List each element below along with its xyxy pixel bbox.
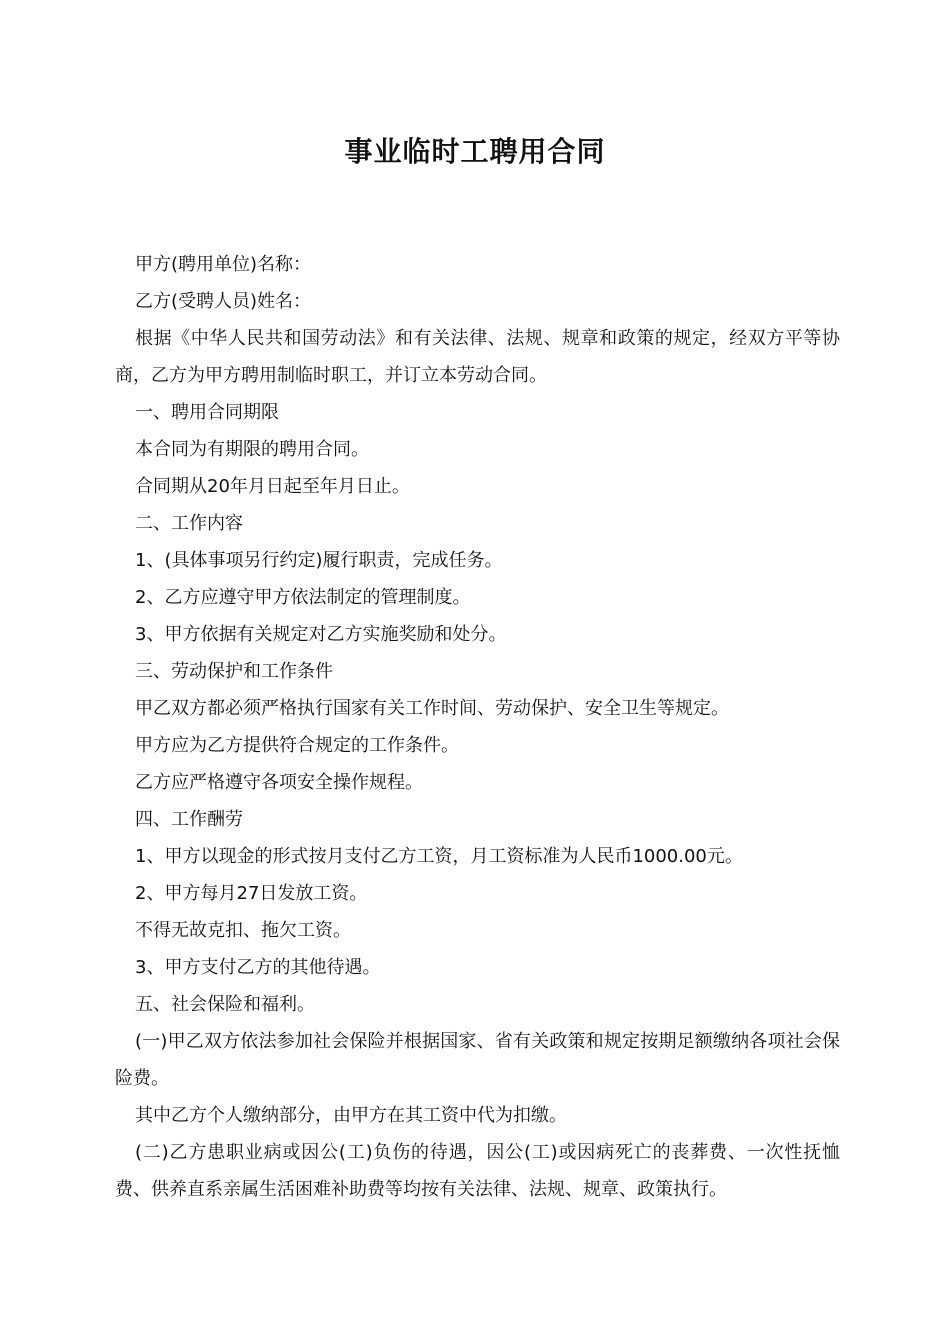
labor-protection-paragraph-3: 乙方应严格遵守各项安全操作规程。 [135, 772, 423, 793]
remuneration-item-2: 2、甲方每月27日发放工资。 [135, 883, 368, 904]
labor-protection-paragraph-1: 甲乙双方都必须严格执行国家有关工作时间、劳动保护、安全卫生等规定。 [135, 698, 729, 719]
work-content-item-1: 1、(具体事项另行约定)履行职责，完成任务。 [135, 550, 503, 571]
term-paragraph-2: 合同期从20年月日起至年月日止。 [135, 476, 410, 497]
section-heading-remuneration: 四、工作酬劳 [135, 809, 243, 830]
section-heading-work-content: 二、工作内容 [135, 513, 243, 534]
document-title: 事业临时工聘用合同 [344, 135, 606, 168]
preamble-paragraph: 根据《中华人民共和国劳动法》和有关法律、法规、规章和政策的规定，经双方平等协商，乙方为甲方聘用制临时职工，并订立本劳动合同。 [115, 328, 840, 386]
term-paragraph-1: 本合同为有期限的聘用合同。 [135, 439, 369, 460]
section-heading-social-insurance: 五、社会保险和福利。 [135, 994, 315, 1015]
party-b-name-line: 乙方(受聘人员)姓名： [135, 291, 312, 312]
remuneration-item-1: 1、甲方以现金的形式按月支付乙方工资，月工资标准为人民币1000.00元。 [135, 846, 743, 867]
labor-protection-paragraph-2: 甲方应为乙方提供符合规定的工作条件。 [135, 735, 459, 756]
social-insurance-item-1: (一)甲乙双方依法参加社会保险并根据国家、省有关政策和规定按期足额缴纳各项社会保险费。 [115, 1031, 840, 1089]
social-insurance-item-2: (二)乙方患职业病或因公(工)负伤的待遇，因公(工)或因病死亡的丧葬费、一次性抚恤费、供养直系亲属生活困难补助费等均按有关法律、法规、规章、政策执行。 [115, 1142, 840, 1200]
contract-body [115, 246, 840, 1208]
section-heading-term: 一、聘用合同期限 [135, 402, 279, 423]
remuneration-note: 不得无故克扣、拖欠工资。 [135, 920, 351, 941]
party-a-name-line: 甲方(聘用单位)名称： [135, 254, 312, 275]
work-content-item-2: 2、乙方应遵守甲方依法制定的管理制度。 [135, 587, 471, 608]
section-heading-labor-protection: 三、劳动保护和工作条件 [135, 661, 333, 682]
work-content-item-3: 3、甲方依据有关规定对乙方实施奖励和处分。 [135, 624, 507, 645]
social-insurance-note: 其中乙方个人缴纳部分，由甲方在其工资中代为扣缴。 [135, 1105, 567, 1126]
remuneration-item-3: 3、甲方支付乙方的其他待遇。 [135, 957, 381, 978]
